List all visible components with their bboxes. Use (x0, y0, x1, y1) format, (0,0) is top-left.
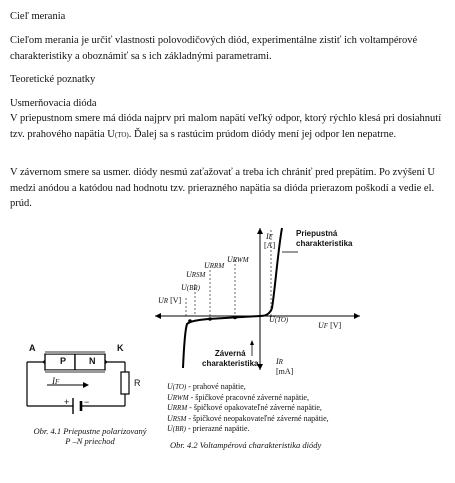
current-label (52, 376, 59, 386)
forward-label-line1: Priepustná (296, 229, 338, 238)
forward-characteristic-label (296, 229, 352, 249)
uf-axis-sub: F (323, 322, 329, 330)
ubr-label (181, 283, 200, 292)
resistor-label: R (134, 378, 141, 388)
cathode-label: K (117, 343, 124, 353)
legend-text: - špičkové neopakovateľné záverné napätie, (186, 413, 329, 423)
legend-text: - špičkové opakovateľné záverné napätie, (187, 403, 322, 412)
legend (167, 382, 329, 435)
legend-sub: (TO) (172, 383, 187, 391)
uf-axis-label (318, 321, 341, 330)
if-axis-label (266, 232, 273, 241)
reverse-label-line2: charakteristika (202, 359, 259, 368)
legend-symbol: U (167, 424, 173, 433)
paragraph-forward-part2: . Ďalej sa s rastúcim prúdom diódy mení jej odpor len nepatrne. (128, 128, 397, 140)
uto-symbol: U (269, 315, 275, 324)
heading-theory: Teoretické poznatky (10, 74, 96, 85)
legend-text: - prahové napätie, (186, 382, 246, 391)
n-region-label: N (89, 356, 96, 366)
ur-axis-unit: [V] (170, 296, 182, 305)
uto-sub: (TO) (274, 316, 289, 324)
legend-item (167, 414, 329, 425)
anode-label: A (29, 343, 36, 353)
urrm-symbol: U (204, 261, 210, 270)
ubr-sub: (BR) (186, 284, 200, 292)
urwm-label (227, 255, 249, 264)
if-axis-symbol: I (266, 232, 269, 241)
legend-symbol: U (167, 392, 173, 402)
legend-sub: RSM (172, 414, 187, 423)
legend-symbol: U (167, 382, 173, 391)
paragraph-goal: Cieľom merania je určiť vlastnosti polovodičových diód, experimentálne zistiť ich voltampérové charakteristiky a oboznámiť sa s ich základnými parametrami. (10, 35, 418, 62)
legend-item (167, 403, 329, 414)
ir-unit-label: [mA] (276, 367, 294, 376)
uf-axis-unit: [V] (330, 321, 342, 330)
if-axis-sub: F (268, 233, 273, 241)
legend-item (167, 382, 329, 393)
figure1-caption-line2: P –N priechod (65, 436, 115, 446)
paragraph-forward (10, 111, 450, 143)
legend-text: - špičkové pracovné záverné napätie, (188, 392, 309, 402)
legend-sub: (BR) (172, 425, 186, 433)
legend-symbol: U (167, 413, 173, 423)
ursm-symbol: U (186, 270, 192, 279)
legend-sub: RRM (172, 404, 188, 412)
urrm-label (204, 261, 224, 270)
forward-label-line2: charakteristika (296, 239, 353, 248)
ur-axis-symbol: U (158, 296, 164, 305)
ir-axis-sub: R (278, 358, 283, 366)
uf-axis-symbol: U (318, 321, 324, 330)
heading-diode: Usmerňovacia dióda (10, 98, 97, 109)
reverse-characteristic-label (202, 349, 258, 369)
figure1-caption-line1: Obr. 4.1 Priepustne polarizovaný (33, 426, 147, 436)
if-unit-label: [A] (264, 241, 276, 250)
figure2-caption: Obr. 4.2 Voltampérová charakteristika diódy (170, 440, 322, 450)
paragraph-forward-sub: (TO) (114, 130, 129, 139)
paragraph-reverse: V závernom smere sa usmer. diódy nesmú zaťažovať a treba ich chrániť pred prepätím. Po zvýšení U medzi anódou a katódou nad hodnotu tzv. prierazného napätia sa dióda prierazom poškodí a vedie el. prúd. (10, 167, 435, 209)
current-label-sub: F (55, 378, 60, 386)
ur-axis-sub: R (163, 297, 169, 305)
urrm-sub: RRM (209, 262, 225, 270)
urwm-sub: RWM (232, 256, 249, 264)
paragraph-forward-part1: V priepustnom smere má dióda najprv pri malom napätí veľký odpor, ktorý rýchlo klesá pri dosiahnutí tzv. prahového napätia U (10, 113, 442, 140)
ir-axis-label (276, 357, 283, 366)
legend-item (167, 424, 329, 435)
legend-item (167, 393, 329, 404)
legend-symbol: U (167, 403, 173, 412)
uto-label (269, 315, 288, 324)
legend-text: - prierazné napätie. (186, 424, 250, 433)
heading-goal: Cieľ merania (10, 11, 66, 22)
ubr-symbol: U (181, 283, 187, 292)
legend-sub: RWM (172, 393, 189, 402)
p-region-label: P (60, 356, 67, 366)
battery-minus-label: − (84, 397, 90, 407)
urwm-symbol: U (227, 255, 233, 264)
current-label-symbol: I (52, 376, 55, 386)
ir-axis-symbol: I (276, 357, 279, 366)
ursm-sub: RSM (191, 271, 206, 279)
ursm-label (186, 270, 205, 279)
battery-plus-label: + (64, 397, 70, 407)
ur-axis-label (158, 296, 181, 305)
reverse-label-line1: Záverná (214, 349, 246, 358)
figure1-caption (20, 426, 160, 446)
